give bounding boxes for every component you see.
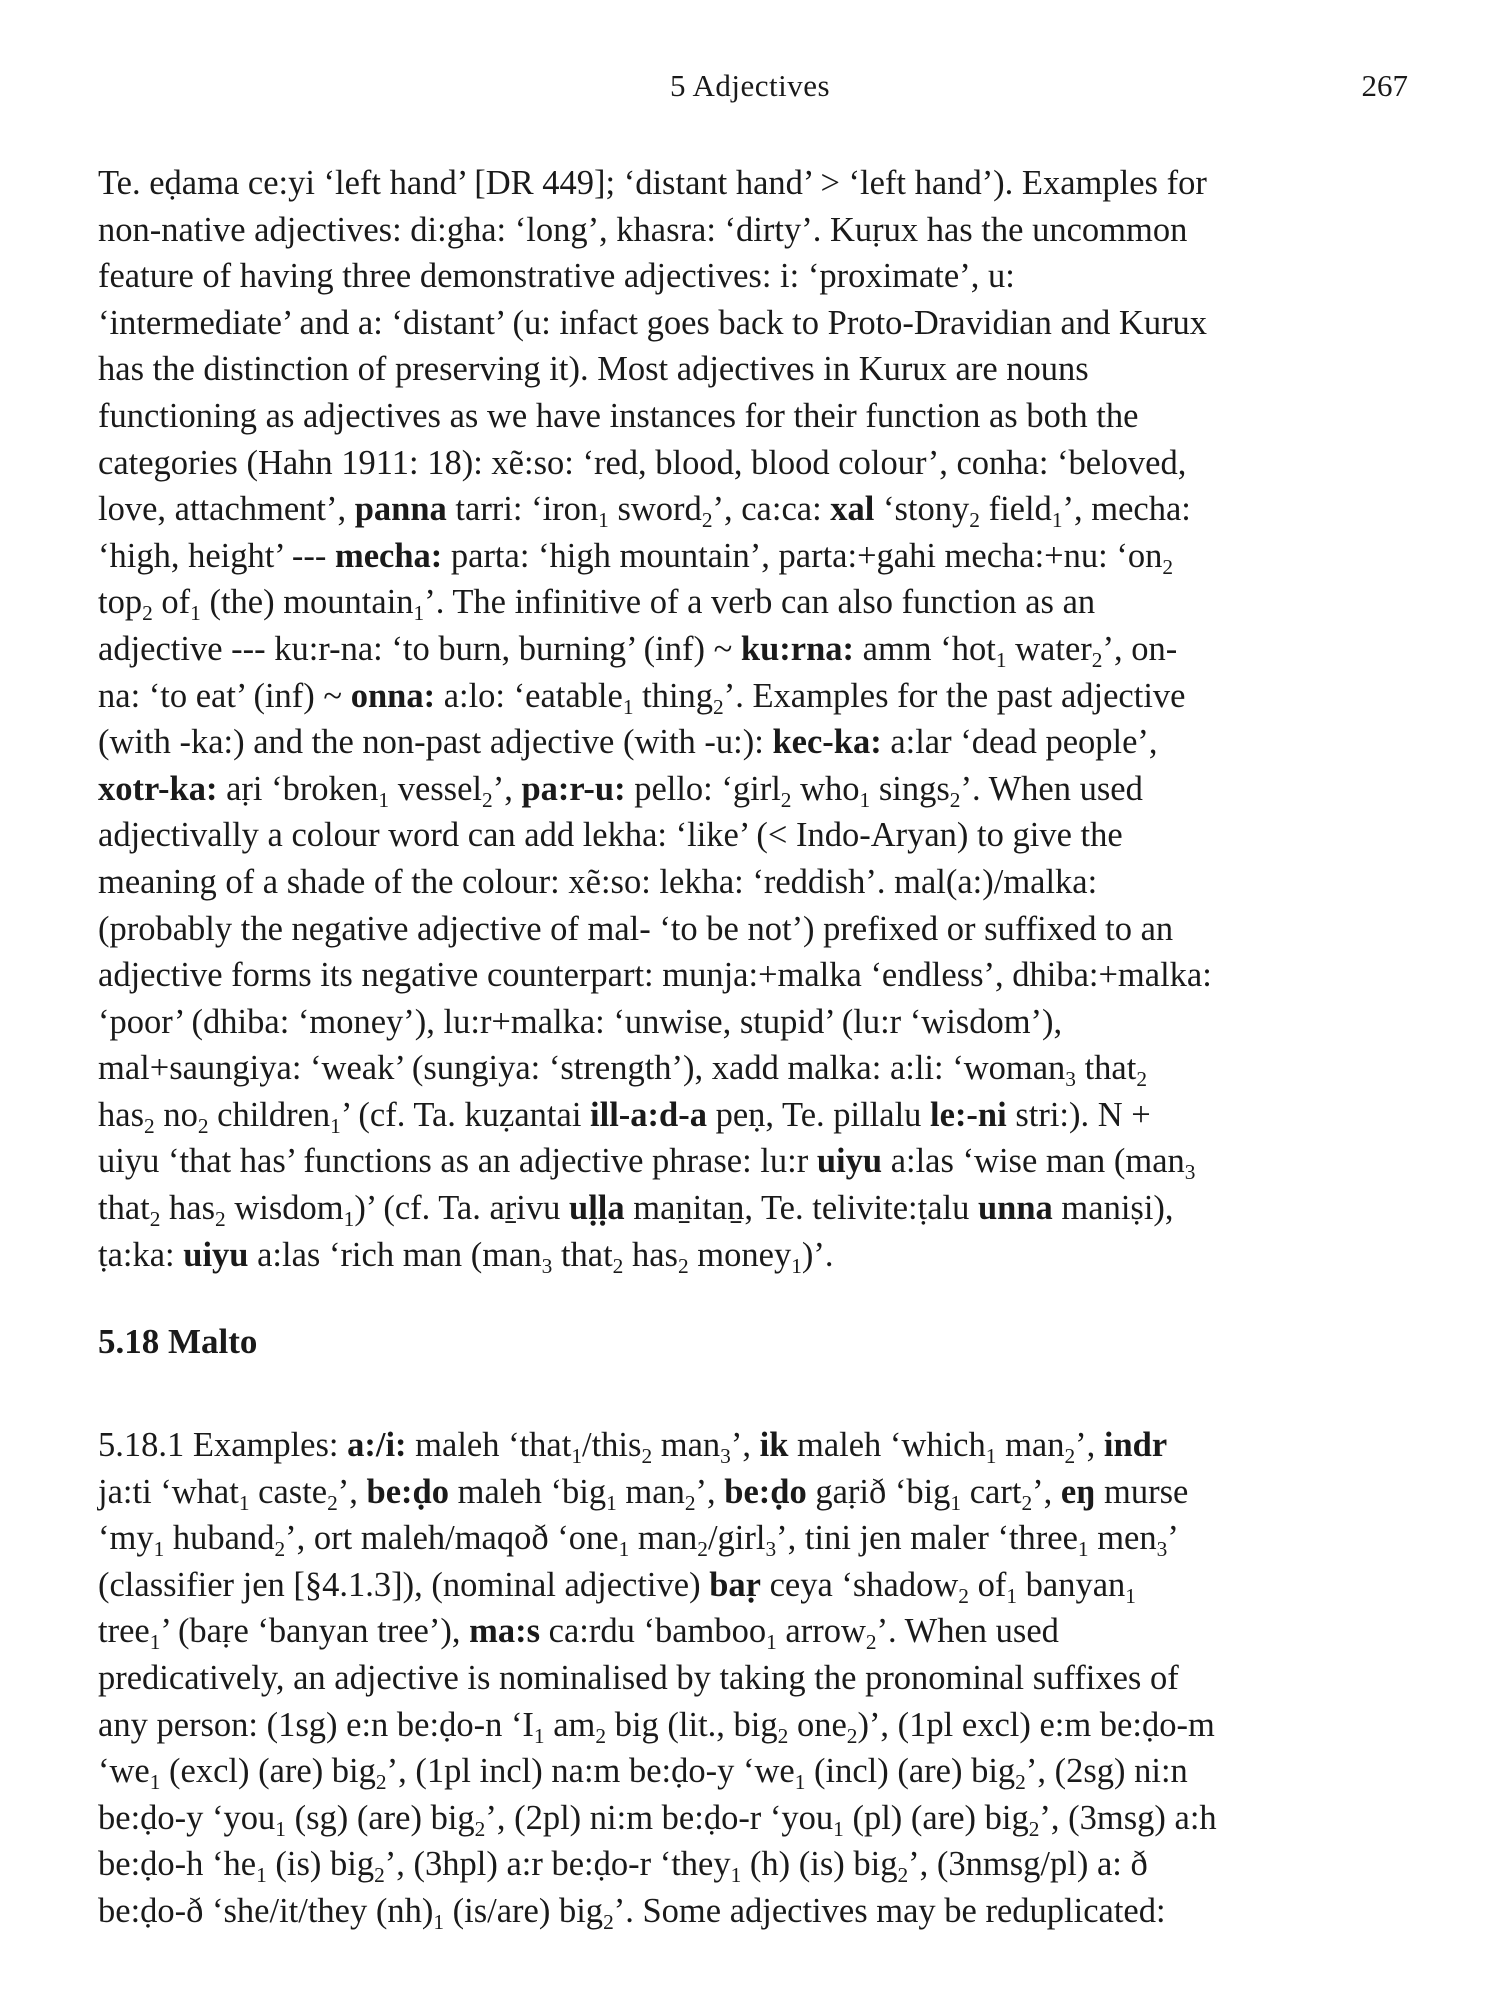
text-line: adjective forms its negative counterpart: munja:+malka ‘endless’, dhiba:+malka:	[98, 956, 1212, 995]
text-line: functioning as adjectives as we have instances for their function as both the	[98, 396, 1139, 435]
paragraph-kurux-adjectives	[98, 160, 1414, 1278]
text-line: ‘intermediate’ and a: ‘distant’ (u: infact goes back to Proto-Dravidian and Kurux	[98, 303, 1208, 342]
text-line: non-native adjectives: di:gha: ‘long’, khasra: ‘dirty’. Kuṛux has the uncommon	[98, 210, 1188, 249]
text-line: na: ‘to eat’ (inf) ~ onna: a:lo: ‘eatable$_1$ thing$_2$’. Examples for the past adjective	[98, 676, 1186, 719]
text-line: mal+saungiya: ‘weak’ (sungiya: ‘strength’), xadd malka: a:li: ‘woman$_3$ that$_2$	[98, 1049, 1148, 1092]
text-line: (probably the negative adjective of mal- ‘to be not’) prefixed or suffixed to an	[98, 909, 1174, 948]
text-line: has the distinction of preserving it). Most adjectives in Kurux are nouns	[98, 350, 1089, 389]
text-line: has$_2$ $no_2$ children$_1$’ (cf. Ta. kuẓantai ill-a:d-a peṇ, Te. pillalu le:-ni stri:). N +	[98, 1095, 1151, 1138]
text-line: ‘high, height’ --- mecha: parta: ‘high mountain’, parta:+gahi mecha:+nu: ‘$on_2$	[98, 536, 1174, 579]
text-line: ja:ti ‘what$_1$ caste$_2$’, be:ḍo maleh ‘big$_1$ man$_2$’, be:ḍo gaṛið ‘big$_1$ cart$_2$’, eŋ murse	[98, 1472, 1189, 1515]
text-line: ‘poor’ (dhiba: ‘money’), lu:r+malka: ‘unwise, stupid’ (lu:r ‘wisdom’),	[98, 1002, 1063, 1041]
text-line: ‘$my_1$ huband$_2$’, ort maleh/maqoð ‘one$_1$ man$_2$/girl$_3$’, tini jen maler ‘three$_1$ men$_3$’	[98, 1519, 1179, 1562]
text-line: 5.18.1 Examples: a:/i: maleh ‘that$_1$/this$_2$ man$_3$’, ik maleh ‘which$_1$ man$_2$’, indr	[98, 1426, 1168, 1468]
text-line: categories (Hahn 1911: 18): xẽ:so: ‘red, blood, blood colour’, conha: ‘beloved,	[98, 443, 1187, 482]
text-line: love, attachment’, panna tarri: ‘iron$_1$ sword$_2$’, ca:ca: xal ‘stony$_2$ field$_1$’, mecha:	[98, 490, 1191, 532]
text-line: be:ḍo-y ‘you$_1$ (sg) (are) big$_2$’, (2pl) ni:m be:ḍo-r ‘you$_1$ (pl) (are) big$_2$’, (3msg) a:h	[98, 1798, 1217, 1841]
paragraph-malto-examples	[98, 1422, 1414, 1935]
text-line: tree$_1$’ (baṛe ‘banyan tree’), ma:s ca:rdu ‘bamboo$_1$ arrow$_2$’. When used	[98, 1612, 1059, 1655]
text-line: adjective --- ku:r-na: ‘to burn, burning’ (inf) ~ ku:rna: amm ‘hot$_1$ water$_2$’, on-	[98, 629, 1178, 672]
text-line: that$_2$ has$_2$ wisdom$_1$)’ (cf. Ta. aṟivu uḷḷa maṉitaṉ, Te. telivite:ṭalu unna maniṣi),	[98, 1189, 1174, 1231]
page-number: 267	[1361, 68, 1408, 103]
text-line: be:ḍo-h ‘$he_1$ (is) big$_2$’, (3hpl) a:r be:ḍo-r ‘they$_1$ (h) (is) big$_2$’, (3nmsg/pl) a: ð	[98, 1845, 1148, 1888]
section-heading: 5.18 Malto	[98, 1322, 258, 1361]
text-line: top$_2$ $of_1$ (the) mountain$_1$’. The infinitive of a verb can also function as an	[98, 583, 1096, 626]
text-line: feature of having three demonstrative adjectives: i: ‘proximate’, u:	[98, 257, 1015, 296]
text-line: uiyu ‘that has’ functions as an adjective phrase: lu:r uiyu a:las ‘wise man (man$_3$	[98, 1142, 1196, 1185]
text-line: meaning of a shade of the colour: xẽ:so: lekha: ‘reddish’. mal(a:)/malka:	[98, 862, 1098, 901]
text-line: ṭa:ka: uiyu a:las ‘rich man (man$_3$ that$_2$ has$_2$ money$_1$)’.	[98, 1235, 834, 1278]
text-line: (with -ka:) and the non-past adjective (with -u:): kec-ka: a:lar ‘dead people’,	[98, 723, 1158, 762]
text-line: (classifier jen [§4.1.3]), (nominal adjective) baṛ ceya ‘shadow$_2$ $of_1$ banyan$_1$	[98, 1565, 1136, 1608]
text-line: predicatively, an adjective is nominalised by taking the pronominal suffixes of	[98, 1658, 1179, 1697]
text-line: adjectivally a colour word can add lekha: ‘like’ (< Indo-Aryan) to give the	[98, 816, 1123, 855]
text-line: be:ḍo-ð ‘she/it/they $(nh)_1$ (is/are) big$_2$’. Some adjectives may be reduplicated:	[98, 1891, 1166, 1934]
text-line: any person: (1sg) e:n be:ḍo-n ‘$I_1$ $am_2$ big (lit., big$_2$ one$_2$)’, (1pl excl) e:m be:ḍo-m	[98, 1705, 1215, 1748]
text-line: Te. eḍama ce:yi ‘left hand’ [DR 449]; ‘distant hand’ > ‘left hand’). Examples for	[98, 164, 1207, 202]
text-line: ‘$we_1$ (excl) (are) big$_2$’, (1pl incl) na:m be:ḍo-y ‘$we_1$ (incl) (are) big$_2$’, (2sg) ni:n	[98, 1752, 1188, 1794]
running-head: 5 Adjectives	[669, 68, 831, 103]
text-line: xotr-ka: aṛi ‘broken$_1$ vessel$_2$’, pa:r-u: pello: ‘girl$_2$ who$_1$ sings$_2$’. When used	[98, 769, 1143, 812]
